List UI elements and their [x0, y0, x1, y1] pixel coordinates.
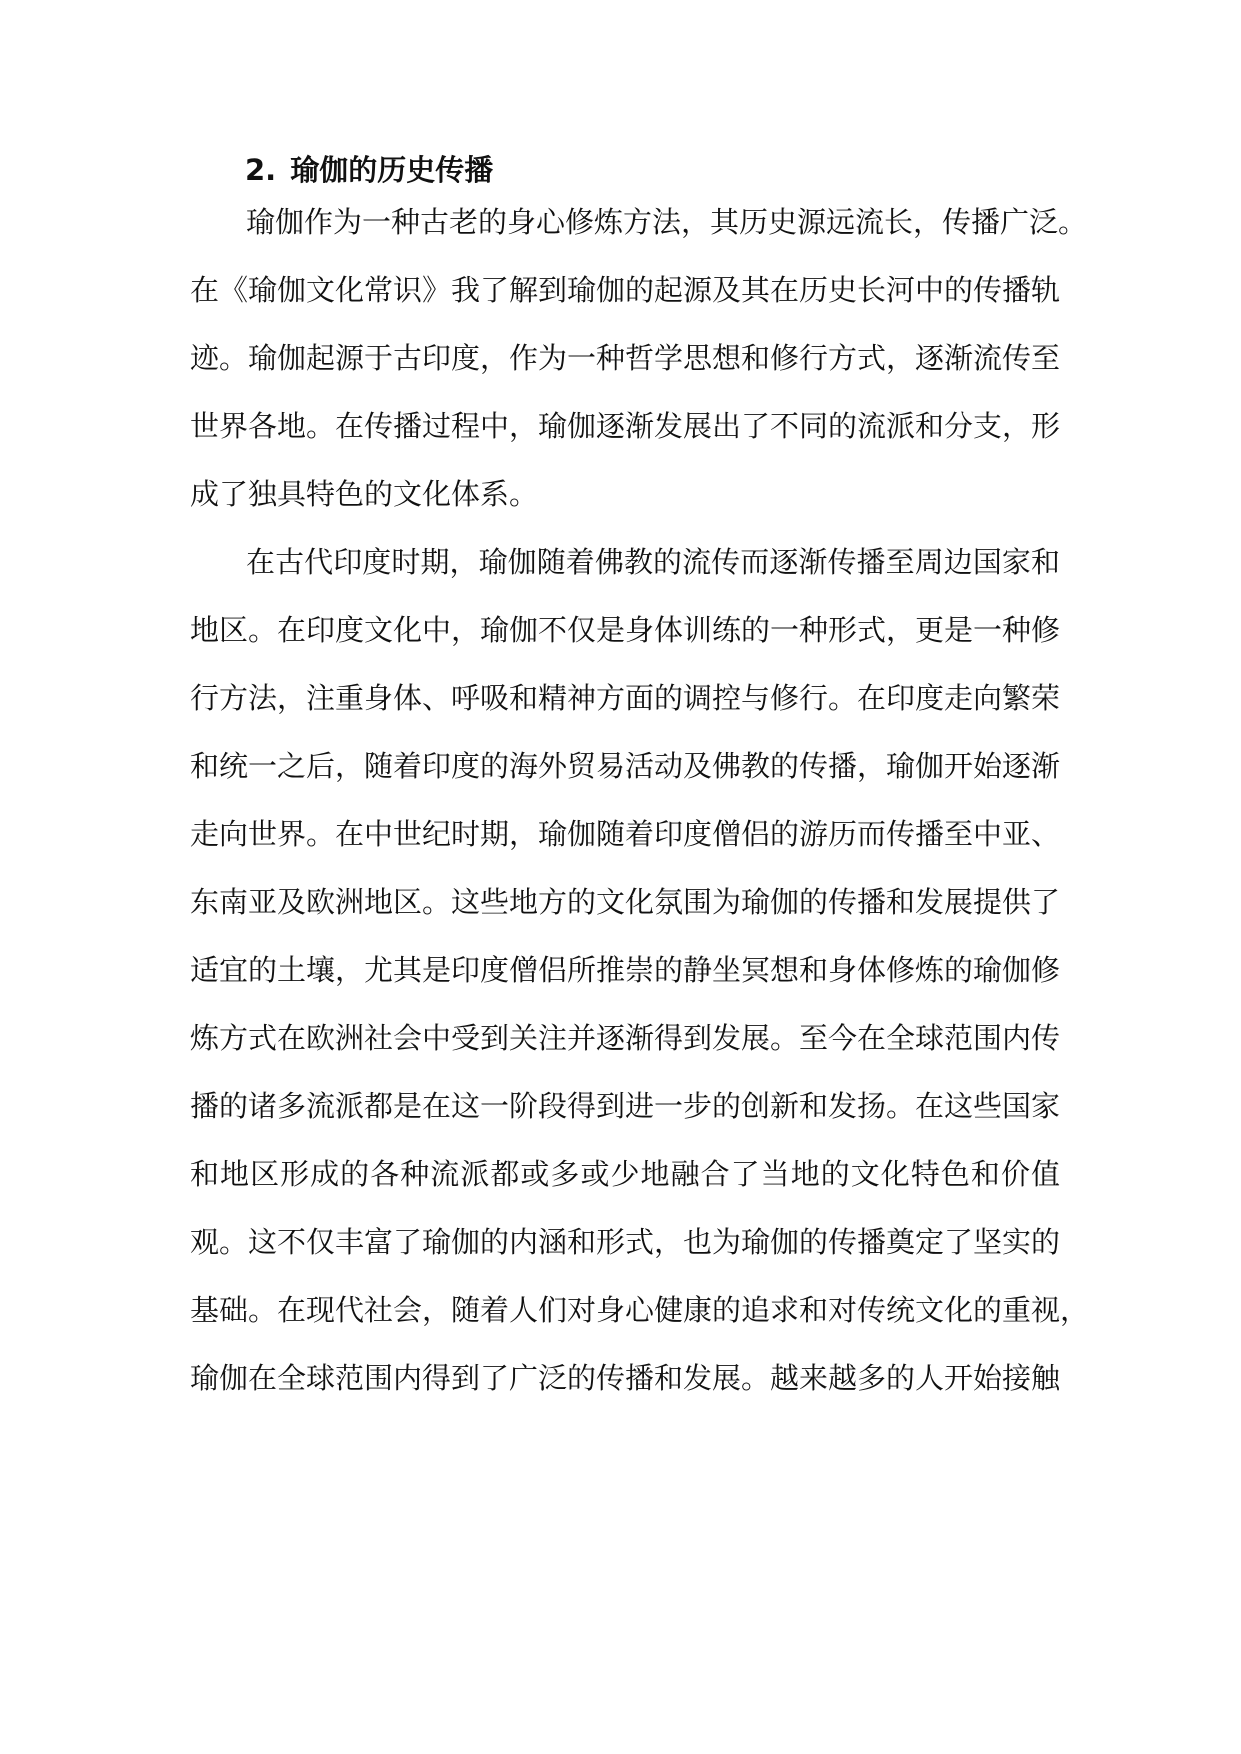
paragraph-2-line-13: 瑜伽在全球范围内得到了广泛的传播和发展。越来越多的人开始接触	[190, 1361, 1061, 1395]
paragraph-2-line-9: 播的诸多流派都是在这一阶段得到进一步的创新和发扬。在这些国家	[190, 1089, 1061, 1123]
paragraph-1-line-5: 成了独具特色的文化体系。	[190, 477, 539, 511]
paragraph-2-line-7: 适宜的土壤，尤其是印度僧侣所推崇的静坐冥想和身体修炼的瑜伽修	[190, 953, 1061, 987]
paragraph-1-line-3: 迹。瑜伽起源于古印度，作为一种哲学思想和修行方式，逐渐流传至	[190, 341, 1061, 375]
paragraph-2-line-10: 和地区形成的各种流派都或多或少地融合了当地的文化特色和价值	[190, 1157, 1060, 1191]
paragraph-2-line-6: 东南亚及欧洲地区。这些地方的文化氛围为瑜伽的传播和发展提供了	[190, 885, 1061, 919]
paragraph-2-line-11: 观。这不仅丰富了瑜伽的内涵和形式，也为瑜伽的传播奠定了坚实的	[190, 1225, 1061, 1259]
section-number: 2.	[245, 153, 277, 187]
paragraph-2-line-2: 地区。在印度文化中，瑜伽不仅是身体训练的一种形式，更是一种修	[190, 613, 1061, 647]
paragraph-1-line-1: 瑜伽作为一种古老的身心修炼方法，其历史源远流长，传播广泛。	[246, 205, 1088, 239]
paragraph-2-line-12: 基础。在现代社会，随着人们对身心健康的追求和对传统文化的重视，	[190, 1293, 1090, 1327]
paragraph-1-line-4: 世界各地。在传播过程中，瑜伽逐渐发展出了不同的流派和分支，形	[190, 409, 1061, 443]
paragraph-2-line-3: 行方法，注重身体、呼吸和精神方面的调控与修行。在印度走向繁荣	[190, 681, 1061, 715]
paragraph-1-line-2: 在《瑜伽文化常识》我了解到瑜伽的起源及其在历史长河中的传播轨	[190, 273, 1061, 307]
paragraph-2-line-5: 走向世界。在中世纪时期，瑜伽随着印度僧侣的游历而传播至中亚、	[190, 817, 1061, 851]
section-title: 瑜伽的历史传播	[290, 153, 494, 187]
paragraph-2-line-8: 炼方式在欧洲社会中受到关注并逐渐得到发展。至今在全球范围内传	[190, 1021, 1061, 1055]
paragraph-2-line-1: 在古代印度时期，瑜伽随着佛教的流传而逐渐传播至周边国家和	[246, 545, 1060, 579]
paragraph-2-line-4: 和统一之后，随着印度的海外贸易活动及佛教的传播，瑜伽开始逐渐	[190, 749, 1061, 783]
section-heading	[245, 148, 493, 192]
